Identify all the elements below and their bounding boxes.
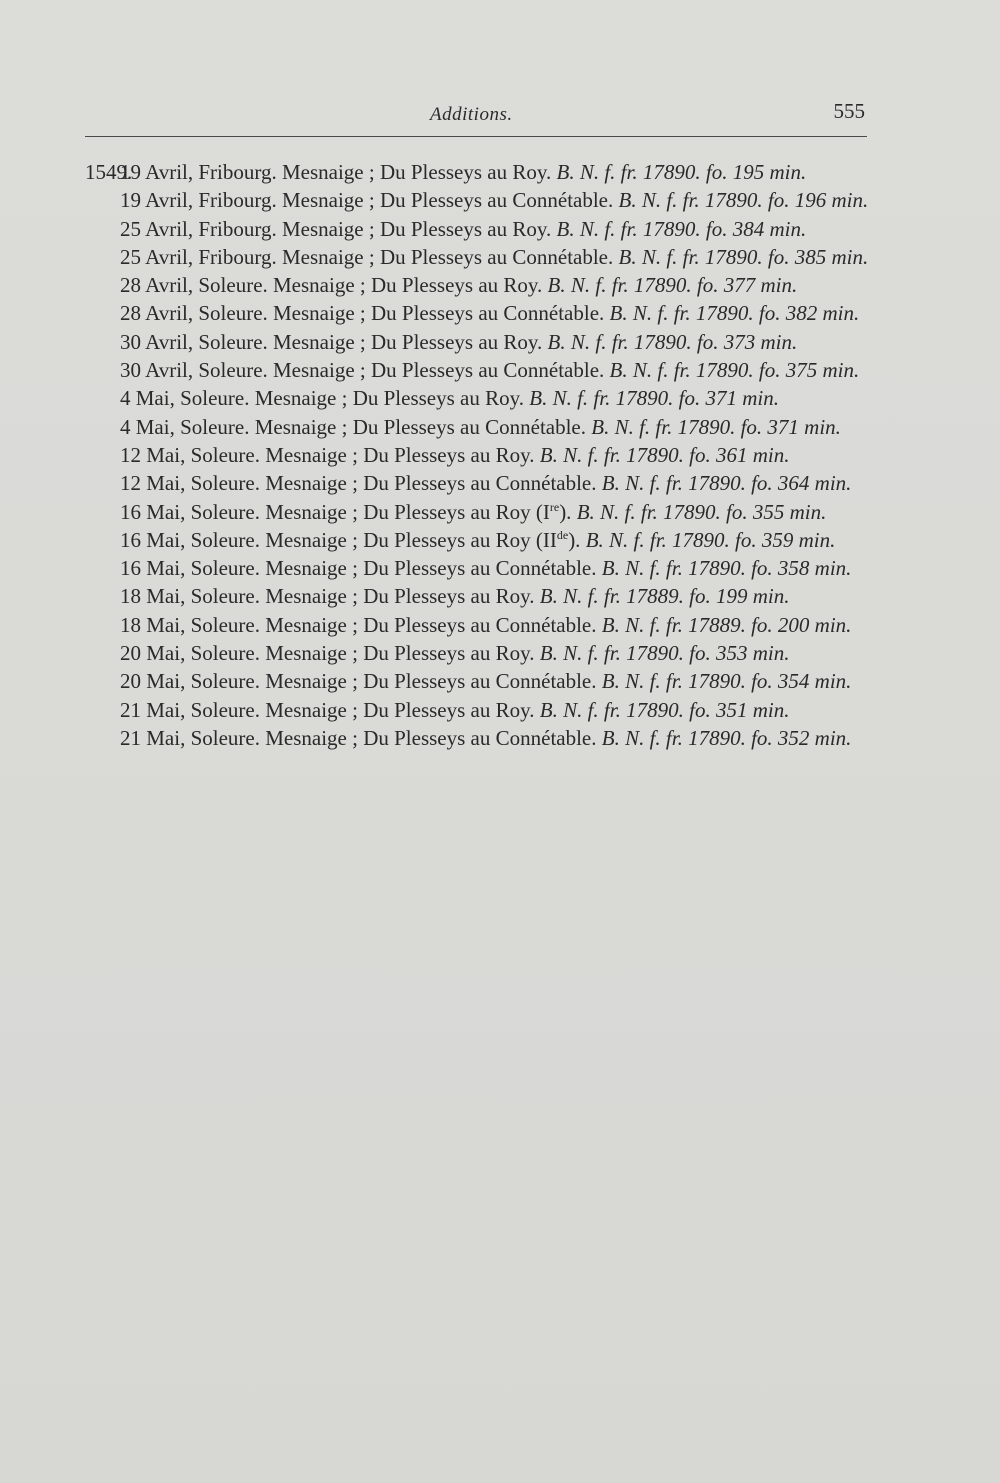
entry-reference: B. N. f. fr. 17890. fo. 373 min. xyxy=(547,329,798,354)
entry-reference: B. N. f. fr. 17890. fo. 375 min. xyxy=(609,358,860,383)
entry-text: 25 Avril, Fribourg. Mesnaige ; Du Plesseys au Roy. xyxy=(120,216,552,241)
list-item xyxy=(85,469,875,497)
list-item xyxy=(85,667,875,695)
entry-reference: B. N. f. fr. 17890. fo. 351 min. xyxy=(539,697,790,722)
list-item xyxy=(85,498,875,526)
entry-text: 28 Avril, Soleure. Mesnaige ; Du Plesseys au Connétable. xyxy=(120,301,605,326)
entry-text: 25 Avril, Fribourg. Mesnaige ; Du Plesseys au Connétable. xyxy=(120,244,614,269)
entry-text: 20 Mai, Soleure. Mesnaige ; Du Plesseys au Connétable. xyxy=(120,669,597,694)
entry-superscript: de xyxy=(556,527,569,542)
list-item xyxy=(85,413,875,441)
list-item xyxy=(85,186,875,214)
page-number: 555 xyxy=(833,99,865,123)
entry-text-after: ). xyxy=(568,527,581,552)
entry-text: 19 Avril, Fribourg. Mesnaige ; Du Plesseys au Roy. xyxy=(120,160,552,184)
entry-reference: B. N. f. fr. 17890. fo. 361 min. xyxy=(539,442,790,467)
entry-reference: B. N. f. fr. 17890. fo. 353 min. xyxy=(539,641,790,666)
list-item xyxy=(85,243,875,271)
list-item xyxy=(85,696,875,724)
list-item xyxy=(85,356,875,384)
entry-text: 12 Mai, Soleure. Mesnaige ; Du Plesseys au Roy. xyxy=(120,442,535,467)
page-header xyxy=(85,96,867,136)
entry-reference: B. N. f. fr. 17890. fo. 359 min. xyxy=(585,527,836,552)
list-item xyxy=(85,158,875,186)
entry-reference: B. N. f. fr. 17890. fo. 382 min. xyxy=(609,301,860,326)
entry-text: 28 Avril, Soleure. Mesnaige ; Du Plesseys au Roy. xyxy=(120,273,543,298)
entry-text: 16 Mai, Soleure. Mesnaige ; Du Plesseys au Roy (II xyxy=(120,527,557,552)
entry-reference: B. N. f. fr. 17890. fo. 364 min. xyxy=(601,471,852,496)
entry-reference: B. N. f. fr. 17890. fo. 377 min. xyxy=(547,273,798,298)
entry-text: 30 Avril, Soleure. Mesnaige ; Du Plesseys au Connétable. xyxy=(120,358,605,383)
header-rule xyxy=(85,136,867,137)
entry-reference: B. N. f. fr. 17890. fo. 355 min. xyxy=(576,499,827,524)
entry-reference: B. N. f. fr. 17890. fo. 195 min. xyxy=(556,160,807,184)
entry-text: 4 Mai, Soleure. Mesnaige ; Du Plesseys au Connétable. xyxy=(120,414,586,439)
list-item xyxy=(85,611,875,639)
entry-text: 20 Mai, Soleure. Mesnaige ; Du Plesseys au Roy. xyxy=(120,641,535,666)
list-item xyxy=(85,554,875,582)
entry-superscript: re xyxy=(549,499,560,514)
list-item xyxy=(85,639,875,667)
entry-text: 30 Avril, Soleure. Mesnaige ; Du Plesseys au Roy. xyxy=(120,329,543,354)
entry-text: 21 Mai, Soleure. Mesnaige ; Du Plesseys au Connétable. xyxy=(120,725,597,750)
entry-year: 1549. xyxy=(85,160,133,184)
entry-text: 18 Mai, Soleure. Mesnaige ; Du Plesseys au Roy. xyxy=(120,584,535,609)
entry-reference: B. N. f. fr. 17889. fo. 199 min. xyxy=(539,584,790,609)
entry-reference: B. N. f. fr. 17890. fo. 384 min. xyxy=(556,216,807,241)
list-item xyxy=(85,441,875,469)
entry-reference: B. N. f. fr. 17890. fo. 354 min. xyxy=(601,669,852,694)
running-title: Additions. xyxy=(430,104,513,125)
entry-text: 19 Avril, Fribourg. Mesnaige ; Du Plesseys au Connétable. xyxy=(120,188,614,213)
entry-text: 18 Mai, Soleure. Mesnaige ; Du Plesseys au Connétable. xyxy=(120,612,597,637)
list-item xyxy=(85,328,875,356)
list-item xyxy=(85,384,875,412)
list-item xyxy=(85,582,875,610)
entry-reference: B. N. f. fr. 17890. fo. 196 min. xyxy=(618,188,869,213)
entry-reference: B. N. f. fr. 17890. fo. 358 min. xyxy=(601,556,852,581)
entry-reference: B. N. f. fr. 17890. fo. 371 min. xyxy=(591,414,841,439)
list-item xyxy=(85,724,875,752)
entry-reference: B. N. f. fr. 17890. fo. 385 min. xyxy=(618,244,869,269)
list-item xyxy=(85,526,875,554)
entry-text-after: ). xyxy=(559,499,572,524)
list-item xyxy=(85,299,875,327)
entry-reference: B. N. f. fr. 17889. fo. 200 min. xyxy=(601,612,852,637)
entry-text: 12 Mai, Soleure. Mesnaige ; Du Plesseys au Connétable. xyxy=(120,471,597,496)
list-item xyxy=(85,215,875,243)
entry-reference: B. N. f. fr. 17890. fo. 352 min. xyxy=(601,725,852,750)
entry-text: 16 Mai, Soleure. Mesnaige ; Du Plesseys au Connétable. xyxy=(120,556,597,581)
entry-text: 4 Mai, Soleure. Mesnaige ; Du Plesseys au Roy. xyxy=(120,386,525,411)
entry-reference: B. N. f. fr. 17890. fo. 371 min. xyxy=(529,386,779,411)
entry-text: 21 Mai, Soleure. Mesnaige ; Du Plesseys au Roy. xyxy=(120,697,535,722)
list-item xyxy=(85,271,875,299)
entry-list xyxy=(85,158,875,752)
entry-text: 16 Mai, Soleure. Mesnaige ; Du Plesseys au Roy (I xyxy=(120,499,550,524)
